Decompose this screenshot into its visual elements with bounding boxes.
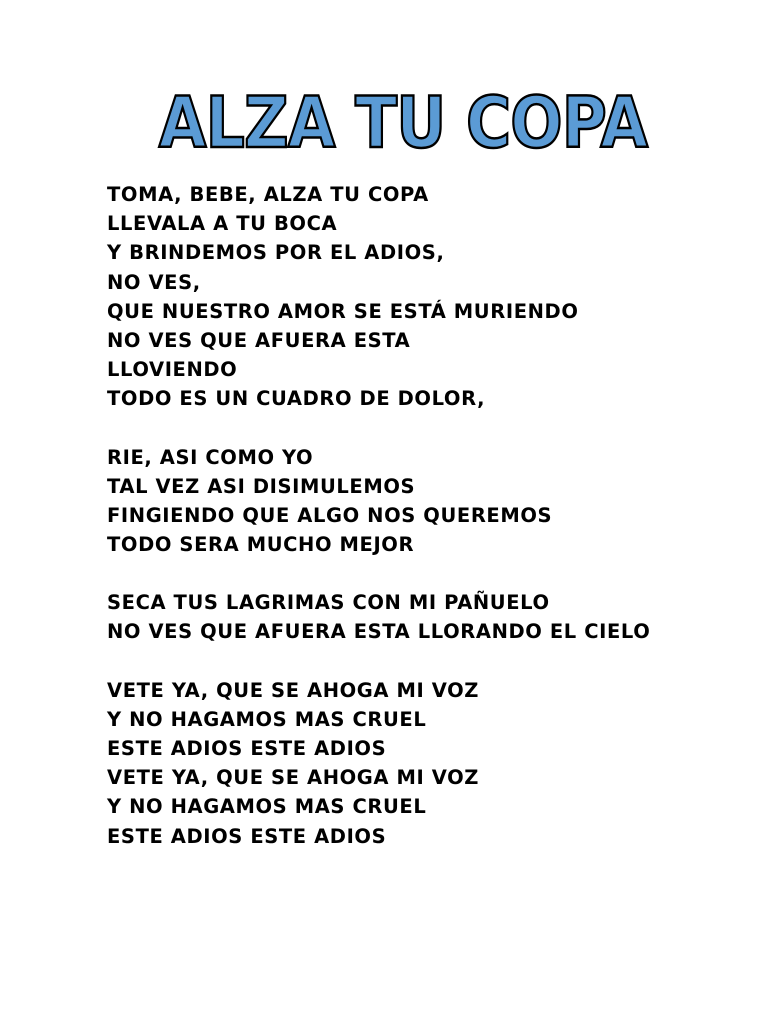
lyric-line: LLOVIENDO — [107, 358, 238, 382]
lyric-line: RIE, ASI COMO YO — [107, 445, 314, 469]
lyric-line: NO VES QUE AFUERA ESTA LLORANDO EL CIELO — [107, 620, 651, 644]
lyric-line: ESTE ADIOS ESTE ADIOS — [107, 824, 387, 848]
stanza — [107, 676, 747, 851]
stanza — [107, 443, 747, 560]
lyric-line: QUE NUESTRO AMOR SE ESTÁ MURIENDO — [107, 299, 579, 323]
lyric-line: Y NO HAGAMOS MAS CRUEL — [107, 707, 427, 731]
lyric-line: FINGIENDO QUE ALGO NOS QUEREMOS — [107, 503, 553, 527]
stanza — [107, 180, 747, 414]
lyric-line: TODO ES UN CUADRO DE DOLOR, — [107, 387, 486, 411]
lyric-line: ESTE ADIOS ESTE ADIOS — [107, 737, 387, 760]
lyric-line: LLEVALA A TU BOCA — [107, 212, 338, 236]
lyric-line: Y NO HAGAMOS MAS CRUEL — [107, 795, 427, 819]
lyric-line: NO VES, — [107, 270, 201, 294]
stanza — [107, 588, 747, 646]
lyrics-body — [107, 180, 747, 880]
lyric-line: VETE YA, QUE SE AHOGA MI VOZ — [107, 766, 479, 790]
lyric-line: NO VES QUE AFUERA ESTA — [107, 328, 411, 352]
lyric-line: TODO SERA MUCHO MEJOR — [107, 533, 415, 557]
document-title: ALZA TU COPA — [158, 82, 648, 164]
lyric-line: VETE YA, QUE SE AHOGA MI VOZ — [107, 678, 479, 702]
lyric-line: SECA TUS LAGRIMAS CON MI PAÑUELO — [107, 591, 550, 615]
lyric-line: TAL VEZ ASI DISIMULEMOS — [107, 474, 416, 498]
lyric-line: TOMA, BEBE, ALZA TU COPA — [107, 183, 429, 206]
lyric-line: Y BRINDEMOS POR EL ADIOS, — [107, 241, 445, 265]
